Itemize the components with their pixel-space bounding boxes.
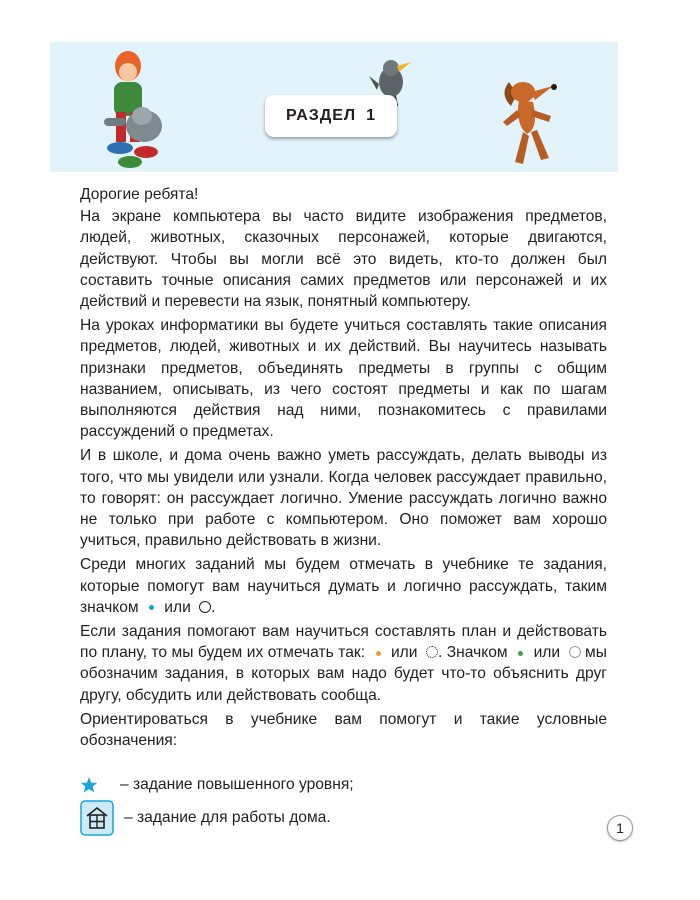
paragraph-5-mid: Значком [446, 644, 508, 662]
section-number: 1 [366, 107, 377, 124]
paragraph-5-or: или [390, 644, 418, 662]
paragraph-5-text: Если задания помогают вам научиться составлять план и действовать по плану, то мы будем их отмечать так: [80, 623, 607, 662]
section-label: РАЗДЕЛ [285, 107, 357, 124]
paragraph-6: Ориентироваться в учебнике вам помогут и такие условные обозначения: [80, 710, 607, 750]
paragraph-5-end: мы обозначим задания, в которых вам надо будет что-то объяснить друг другу, обсудить или действовать сообща. [80, 644, 607, 704]
dog-illustration [497, 72, 577, 170]
boy-with-cat-illustration [100, 48, 170, 170]
paragraph-3: И в школе, и дома очень важно уметь рассуждать, делать выводы из того, что мы увидели или узнали. Когда человек рассуждает правильно, то говорят: он рассуждает логично. Умение рассуждать логично важно не только при работе с компьютером. Оно поможет вам хорошо учиться, правильно действовать в жизни. [80, 447, 607, 550]
page-number: 1 [607, 815, 633, 841]
paragraph-2: На уроках информатики вы будете учиться составлять такие описания предметов, людей, животных и их действий. Вы научитесь называть признаки предметов, объединять предметы в группы с общим названием, описывать, из чего состоят предметы и как по шагам выполняются действия над ними, познакомитесь с правилами рассуждений о предметах. [80, 317, 607, 441]
paragraph-4-text: Среди многих заданий мы будем отмечать в учебнике те задания, которые помогут вам научиться думать и логично рассуждать, таким значком [80, 556, 607, 616]
paragraph-4: Среди многих заданий мы будем отмечать в учебнике те задания, которые помогут вам научиться думать и логично рассуждать, таким значком или . [80, 556, 607, 616]
circle-marker-icon [199, 601, 211, 613]
paragraph-5: Если задания помогают вам научиться составлять план и действовать по плану, то мы будем их отмечать так: или . Значком или мы обозначим задания, в которых вам надо будет что-то объяснить друг другу, обсудить или действовать сообща. [80, 623, 607, 704]
house-icon [80, 800, 114, 836]
paragraph-5-or2: или [533, 644, 561, 662]
legend-row-homework [80, 800, 331, 836]
grey-circle-marker-icon [569, 646, 581, 658]
star-icon [80, 776, 98, 794]
greeting: Дорогие ребята! [80, 186, 199, 203]
green-dot-marker-icon [518, 651, 523, 656]
legend-row-advanced [80, 776, 354, 794]
section-title-badge [265, 95, 397, 137]
dotted-circle-marker-icon [426, 646, 438, 658]
legend-homework-label: – задание для работы дома. [124, 809, 331, 826]
legend-advanced-label: – задание повышенного уровня; [120, 776, 354, 793]
blue-dot-marker-icon [149, 605, 154, 610]
body-text [80, 184, 607, 754]
orange-dot-marker-icon [376, 651, 381, 656]
paragraph-4-or: или [164, 598, 191, 616]
paragraph-1: На экране компьютера вы часто видите изображения предметов, людей, животных, сказочных персонажей, которые двигаются, действуют. Чтобы вы могли всё это видеть, кто-то должен был составить точные описания самих предметов или персонажей и их действий и перевести на язык, понятный компьютеру. [80, 208, 607, 311]
